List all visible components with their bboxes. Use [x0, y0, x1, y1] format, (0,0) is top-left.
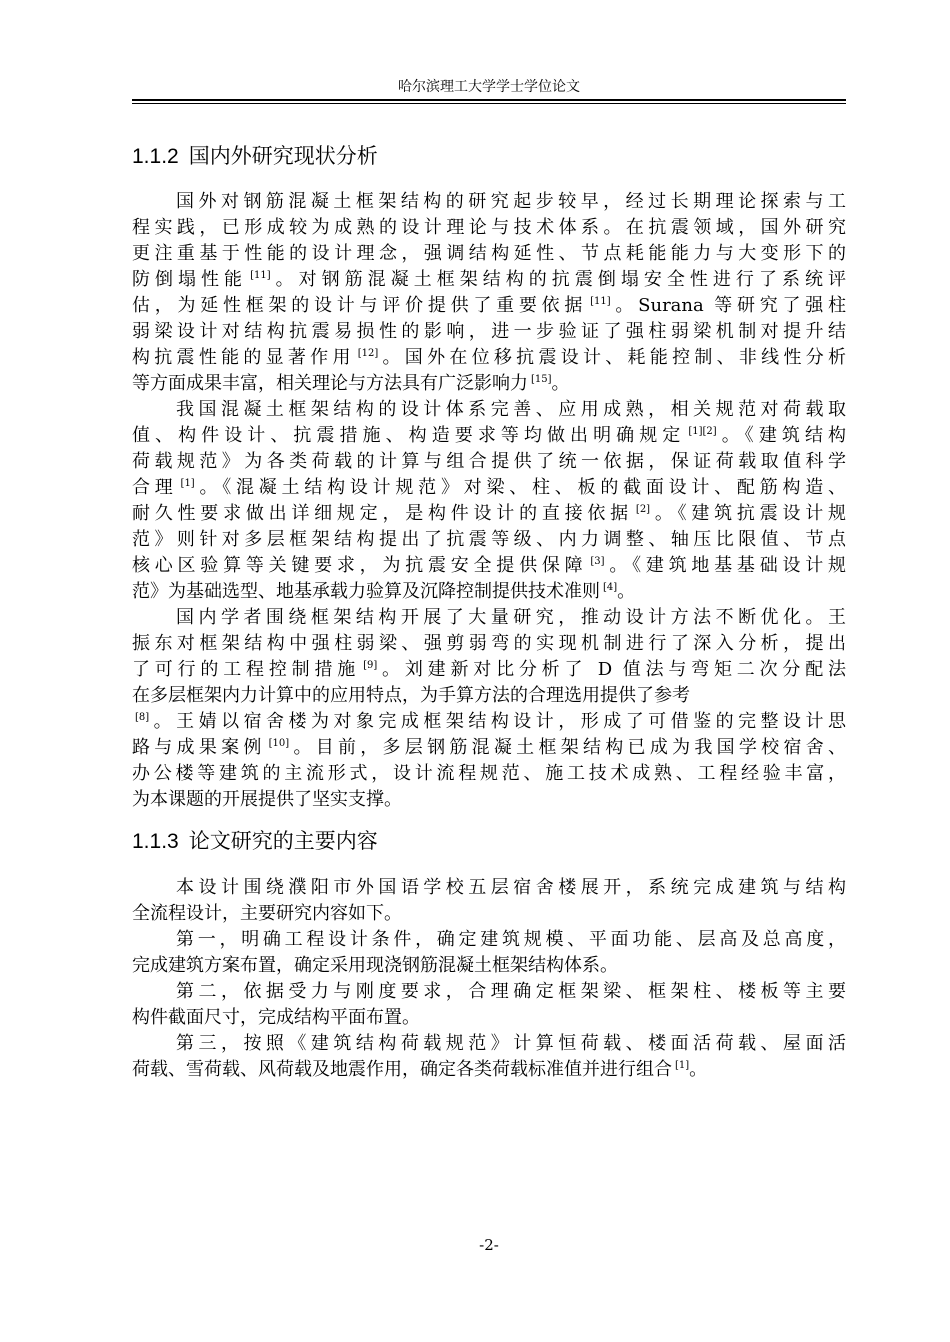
text-line: [132, 293, 846, 319]
text-line: [132, 501, 846, 527]
line-text-continued: 。《建筑结构: [716, 425, 847, 446]
citation-marker: [12]: [357, 348, 379, 359]
header-rule-thick: [132, 99, 846, 101]
page-number: -2-: [479, 1236, 499, 1254]
line-text-continued: 。王婧以宿舍楼为对象完成框架结构设计，形成了可借鉴的完整设计思: [149, 711, 846, 732]
text-line: [132, 423, 846, 449]
citation-marker: [11]: [590, 296, 611, 307]
line-text: 更注重基于性能的设计理念，强调结构延性、节点耗能能力与大变形下的: [132, 243, 846, 264]
line-text: 完成建筑方案布置，确定采用现浇钢筋混凝土框架结构体系。: [132, 955, 618, 976]
text-line: [132, 527, 846, 553]
line-text: 范》则针对多层框架结构提出了抗震等级、内力调整、轴压比限值、节点: [132, 529, 846, 550]
line-text-continued: 。: [551, 373, 570, 394]
line-text: 范》为基础选型、地基承载力验算及沉降控制提供技术准则: [132, 581, 600, 602]
line-text: 在多层框架内力计算中的应用特点，为手算方法的合理选用提供了参考: [132, 685, 690, 706]
citation-marker: [2]: [635, 504, 651, 515]
line-text-continued: 。《混凝土结构设计规范》对梁、柱、板的截面设计、配筋构造、: [194, 477, 847, 498]
text-line: [132, 345, 846, 371]
header-rule-thin: [132, 103, 846, 104]
section-heading-1-1-2: [132, 141, 846, 172]
section-title: 国内外研究现状分析: [188, 144, 378, 168]
line-text: 弱梁设计对结构抗震易损性的影响，进一步验证了强柱弱梁机制对提升结: [132, 321, 846, 342]
running-header-title: 哈尔滨理工大学学士学位论文: [398, 79, 580, 95]
citation-marker: [8]: [135, 712, 150, 723]
line-text: 构抗震性能的显著作用: [132, 347, 355, 368]
line-text-continued: 。《建筑地基基础设计规: [604, 555, 847, 576]
line-text: 办公楼等建筑的主流形式，设计流程规范、施工技术成熟、工程经验丰富，: [132, 763, 846, 784]
line-text: 国外对钢筋混凝土框架结构的研究起步较早，经过长期理论探索与工: [176, 191, 846, 212]
text-line: [132, 761, 846, 787]
citation-marker: [1][2]: [688, 426, 717, 437]
text-line: [132, 1005, 846, 1031]
text-line: [176, 1031, 846, 1057]
section-title: 论文研究的主要内容: [188, 829, 378, 853]
citation-marker: [9]: [363, 660, 378, 671]
line-text: 第二，依据受力与刚度要求，合理确定框架梁、框架柱、楼板等主要: [176, 981, 846, 1002]
text-line: [132, 709, 846, 735]
text-line: [132, 735, 846, 761]
text-line: [176, 189, 846, 215]
citation-marker: [4]: [603, 582, 618, 593]
text-line: [132, 449, 846, 475]
line-text-continued: 。《建筑抗震设计规: [650, 503, 847, 524]
citation-marker: [10]: [268, 738, 290, 749]
line-text: 构件截面尺寸，完成结构平面布置。: [132, 1007, 420, 1028]
line-text-continued: 。目前，多层钢筋混凝土框架结构已成为我国学校宿舍、: [289, 737, 846, 758]
line-text: 估，为延性框架的设计与评价提供了重要依据: [132, 295, 588, 316]
text-line: [132, 553, 846, 579]
line-text-continued: 。对钢筋混凝土框架结构的抗震倒塌安全性进行了系统评: [270, 269, 846, 290]
line-text: 本设计围绕濮阳市外国语学校五层宿舍楼展开，系统完成建筑与结构: [176, 877, 846, 898]
citation-marker: [15]: [531, 374, 552, 385]
text-line: [132, 319, 846, 345]
text-line: [132, 371, 846, 397]
text-line: [176, 875, 846, 901]
line-text: 我国混凝土框架结构的设计体系完善、应用成熟，相关规范对荷载取: [176, 399, 846, 420]
section-number: 1.1.2: [132, 145, 179, 168]
line-text: 程实践，已形成较为成熟的设计理论与技术体系。在抗震领域，国外研究: [132, 217, 846, 238]
citation-marker: [1]: [180, 478, 195, 489]
line-text: 国内学者围绕框架结构开展了大量研究，推动设计方法不断优化。王: [176, 607, 846, 628]
text-line: [176, 927, 846, 953]
line-text: 为本课题的开展提供了坚实支撑。: [132, 789, 402, 810]
citation-marker: [3]: [590, 556, 605, 567]
text-line: [132, 267, 846, 293]
line-text-continued: 。国外在位移抗震设计、耗能控制、非线性分析: [378, 347, 847, 368]
text-line: [176, 397, 846, 423]
line-text: 振东对框架结构中强柱弱梁、强剪弱弯的实现机制进行了深入分析，提出: [132, 633, 846, 654]
text-line: [132, 657, 846, 683]
text-line: [132, 631, 846, 657]
line-text: 第三，按照《建筑结构荷载规范》计算恒荷载、楼面活荷载、屋面活: [176, 1033, 846, 1054]
citation-marker: [11]: [250, 270, 271, 281]
text-line: [176, 979, 846, 1005]
line-text: 耐久性要求做出详细规定，是构件设计的直接依据: [132, 503, 633, 524]
line-text-continued: 。Surana 等研究了强柱: [610, 295, 846, 316]
line-text: 值、构件设计、抗震措施、构造要求等均做出明确规定: [132, 425, 686, 446]
line-text: 合理: [132, 477, 178, 498]
line-text: 全流程设计，主要研究内容如下。: [132, 903, 402, 924]
text-line: [132, 683, 846, 709]
text-line: [132, 953, 846, 979]
citation-marker: [1]: [675, 1060, 690, 1071]
line-text: 第一，明确工程设计条件，确定建筑规模、平面功能、层高及总高度，: [176, 929, 846, 950]
text-line: [132, 215, 846, 241]
text-line: [132, 579, 846, 605]
section-heading-1-1-3: [132, 826, 846, 857]
section-number: 1.1.3: [132, 830, 179, 853]
line-text-continued: 。: [617, 581, 636, 602]
line-text: 了可行的工程控制措施: [132, 659, 361, 680]
text-line: [132, 787, 846, 813]
line-text: 防倒塌性能: [132, 269, 248, 290]
line-text: 荷载规范》为各类荷载的计算与组合提供了统一依据，保证荷载取值科学: [132, 451, 846, 472]
text-line: [176, 605, 846, 631]
text-line: [132, 241, 846, 267]
text-line: [132, 1057, 846, 1083]
line-text: 核心区验算等关键要求，为抗震安全提供保障: [132, 555, 588, 576]
line-text: 等方面成果丰富，相关理论与方法具有广泛影响力: [132, 373, 528, 394]
line-text-continued: 。刘建新对比分析了 D 值法与弯矩二次分配法: [377, 659, 847, 680]
text-line: [132, 901, 846, 927]
line-text-continued: 。: [689, 1059, 708, 1080]
line-text: 路与成果案例: [132, 737, 266, 758]
line-text: 荷载、雪荷载、风荷载及地震作用，确定各类荷载标准值并进行组合: [132, 1059, 672, 1080]
text-line: [132, 475, 846, 501]
